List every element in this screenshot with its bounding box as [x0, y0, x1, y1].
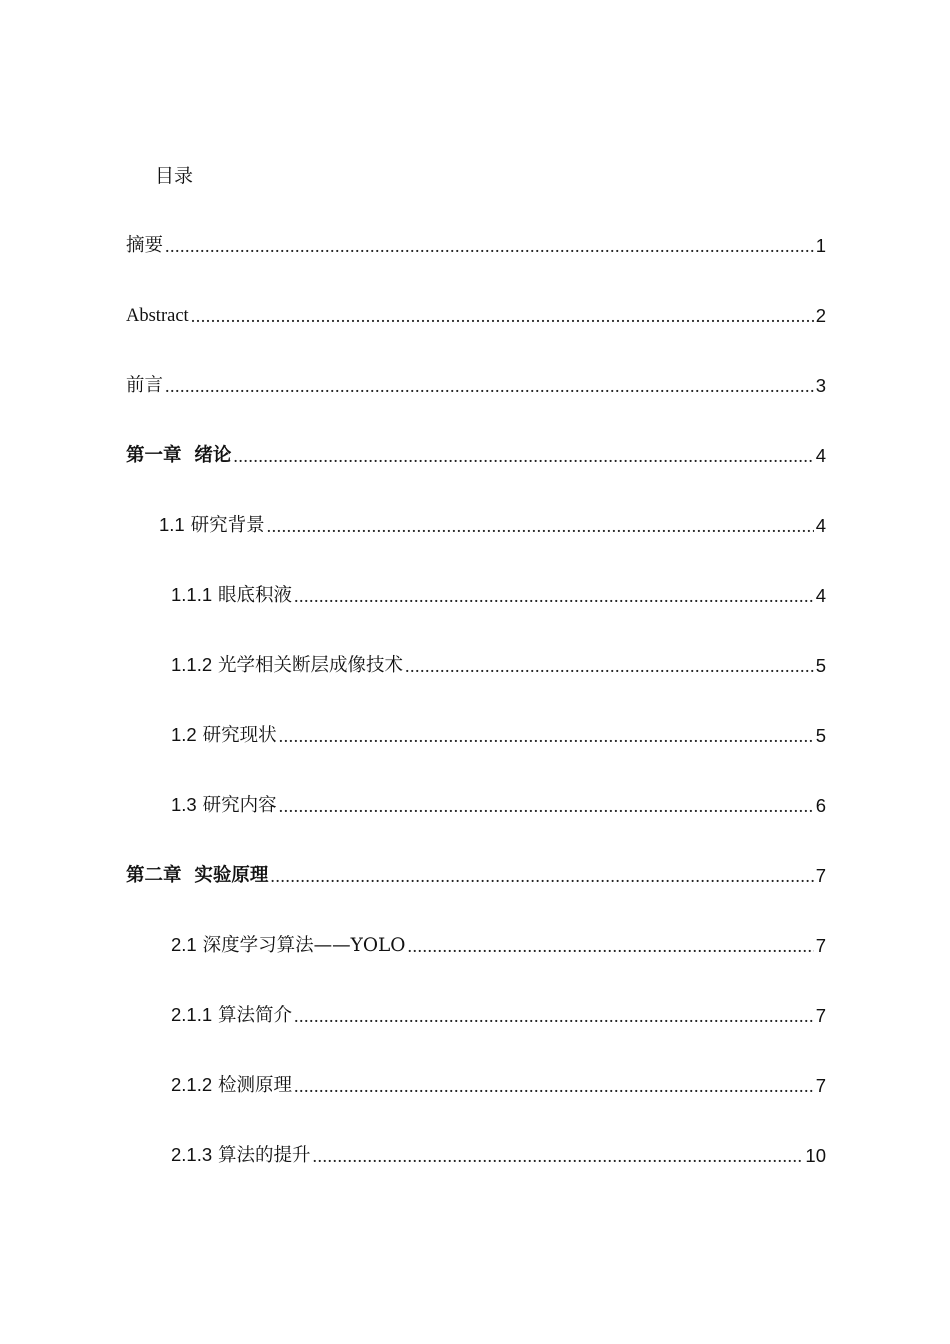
toc-entry-chapter-1[interactable]	[126, 441, 826, 471]
toc-title: 目录	[155, 165, 194, 187]
toc-entry-2-1-3[interactable]	[171, 1141, 826, 1171]
toc-dot-leader	[405, 651, 814, 681]
toc-entry-label: 2.1.1 算法简介	[171, 1004, 293, 1026]
toc-entry-label: 2.1.3 算法的提升	[171, 1144, 311, 1166]
toc-entry-2-1-1[interactable]	[171, 1001, 826, 1031]
toc-page-number: 2	[815, 305, 826, 326]
toc-dot-leader	[267, 511, 814, 541]
toc-page-number: 6	[815, 795, 826, 816]
toc-entry-2-1[interactable]	[171, 931, 826, 961]
toc-entry-label: 2.1 深度学习算法——YOLO	[171, 934, 406, 956]
toc-entry-abstract-en[interactable]	[126, 301, 826, 331]
toc-dot-leader	[294, 1001, 814, 1031]
toc-dot-leader	[165, 231, 814, 261]
toc-dot-leader	[313, 1141, 804, 1171]
toc-page-number: 4	[815, 445, 826, 466]
toc-page-number: 7	[815, 935, 826, 956]
toc-page-number: 7	[815, 865, 826, 886]
toc-dot-leader	[279, 791, 814, 821]
toc-page-number: 7	[815, 1075, 826, 1096]
toc-dot-leader	[407, 931, 813, 961]
toc-entry-abstract-cn[interactable]	[126, 231, 826, 261]
toc-entry-label: Abstract	[126, 306, 189, 326]
toc-page-number: 5	[815, 725, 826, 746]
toc-entry-label: 1.3 研究内容	[171, 794, 277, 816]
toc-page-number: 4	[815, 585, 826, 606]
toc-page-number: 10	[805, 1145, 826, 1166]
toc-entry-label: 第一章 绪论	[126, 445, 232, 466]
toc-entry-1-1[interactable]	[159, 511, 826, 541]
toc-entry-1-3[interactable]	[171, 791, 826, 821]
toc-page-number: 5	[815, 655, 826, 676]
toc-entry-2-1-2[interactable]	[171, 1071, 826, 1101]
toc-dot-leader	[294, 1071, 814, 1101]
toc-dot-leader	[191, 301, 814, 331]
toc-page-number: 4	[815, 515, 826, 536]
toc-entry-label: 1.1.2 光学相关断层成像技术	[171, 654, 404, 676]
toc-entry-1-1-1[interactable]	[171, 581, 826, 611]
toc-entry-preface[interactable]	[126, 371, 826, 401]
toc-dot-leader	[165, 371, 814, 401]
toc-entry-label: 1.2 研究现状	[171, 724, 277, 746]
toc-entry-label: 2.1.2 检测原理	[171, 1074, 293, 1096]
toc-entry-label: 1.1 研究背景	[159, 514, 265, 536]
toc-dot-leader	[233, 441, 813, 471]
toc-entry-label: 前言	[126, 375, 164, 396]
toc-page-number: 7	[815, 1005, 826, 1026]
toc-entry-chapter-2[interactable]	[126, 861, 826, 891]
toc-entry-1-1-2[interactable]	[171, 651, 826, 681]
toc-entry-1-2[interactable]	[171, 721, 826, 751]
toc-page-number: 3	[815, 375, 826, 396]
toc-page-number: 1	[815, 235, 826, 256]
toc-entry-label: 摘要	[126, 235, 164, 256]
toc-entry-label: 1.1.1 眼底积液	[171, 584, 293, 606]
toc-entry-label: 第二章 实验原理	[126, 865, 269, 886]
toc-dot-leader	[270, 861, 813, 891]
toc-dot-leader	[279, 721, 814, 751]
toc-dot-leader	[294, 581, 814, 611]
